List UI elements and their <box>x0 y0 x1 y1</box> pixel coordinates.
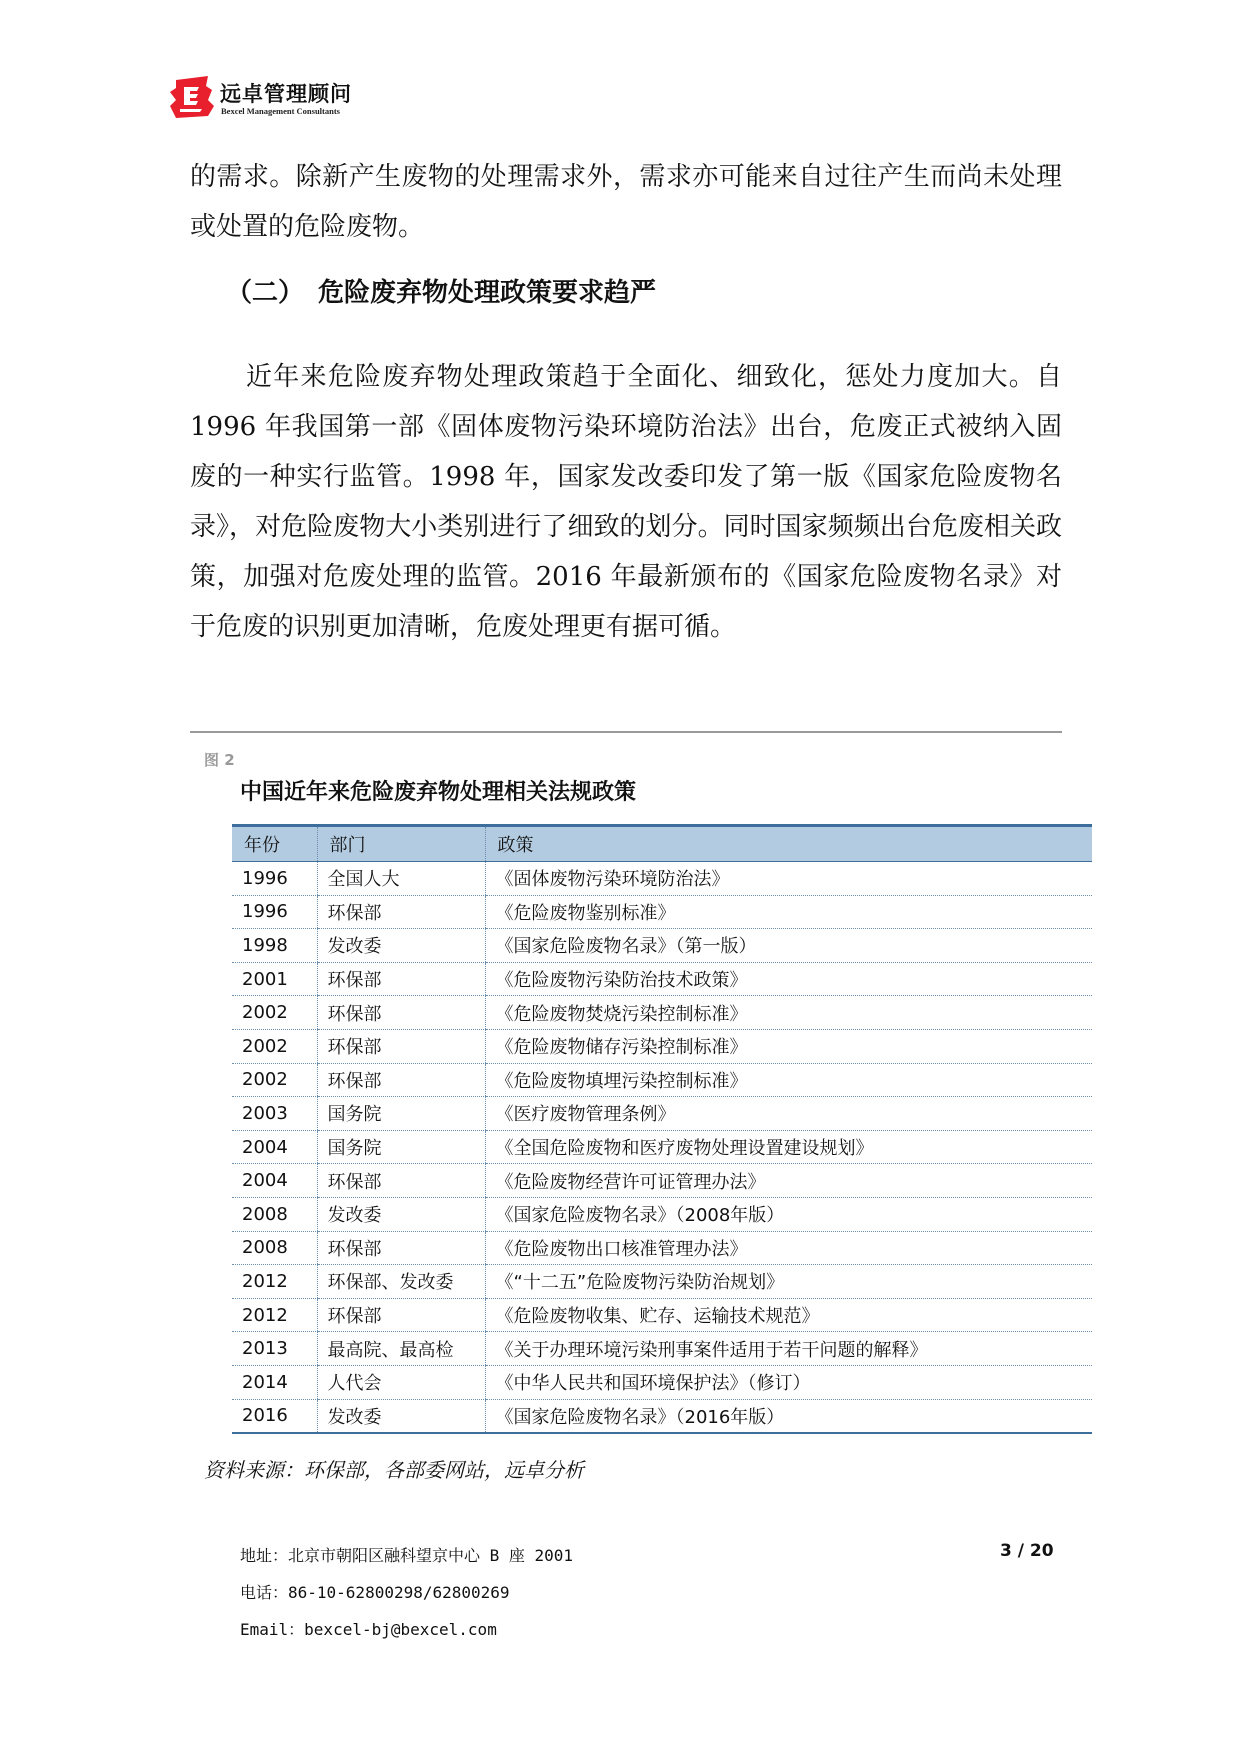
table-row <box>232 1365 1092 1399</box>
table-row <box>232 1197 1092 1231</box>
logo-english-name: Bexcel Management Consultants <box>221 106 340 116</box>
header-year: 年份 <box>232 826 317 862</box>
table-row <box>232 1399 1092 1433</box>
table-row <box>232 895 1092 929</box>
cell-year: 2016 <box>232 1399 317 1433</box>
cell-year: 2002 <box>232 996 317 1030</box>
cell-policy: 《国家危险废物名录》（2008年版） <box>485 1197 1092 1231</box>
cell-year: 2003 <box>232 1097 317 1131</box>
cell-policy: 《危险废物出口核准管理办法》 <box>485 1231 1092 1265</box>
cell-year: 2008 <box>232 1197 317 1231</box>
figure-source: 资料来源：环保部，各部委网站，远卓分析 <box>204 1458 584 1482</box>
cell-department: 环保部、发改委 <box>317 1265 485 1299</box>
cell-policy: 《危险废物焚烧污染控制标准》 <box>485 996 1092 1030</box>
cell-policy: 《危险废物鉴别标准》 <box>485 895 1092 929</box>
company-logo <box>168 76 378 120</box>
cell-year: 2004 <box>232 1164 317 1198</box>
header-policy: 政策 <box>485 826 1092 862</box>
table-row <box>232 1063 1092 1097</box>
cell-year: 2001 <box>232 962 317 996</box>
cell-policy: 《危险废物收集、贮存、运输技术规范》 <box>485 1298 1092 1332</box>
cell-policy: 《“十二五”危险废物污染防治规划》 <box>485 1265 1092 1299</box>
footer-address: 地址：北京市朝阳区融科望京中心 B 座 2001 <box>240 1546 574 1565</box>
figure-label: 图 2 <box>204 751 235 769</box>
cell-policy: 《国家危险废物名录》（2016年版） <box>485 1399 1092 1433</box>
cell-department: 环保部 <box>317 1298 485 1332</box>
cell-department: 最高院、最高检 <box>317 1332 485 1366</box>
cell-policy: 《中华人民共和国环境保护法》（修订） <box>485 1365 1092 1399</box>
cell-policy: 《关于办理环境污染刑事案件适用于若干问题的解释》 <box>485 1332 1092 1366</box>
section-title: 危险废弃物处理政策要求趋严 <box>318 278 657 308</box>
table-row <box>232 1265 1092 1299</box>
table-row <box>232 1231 1092 1265</box>
page-number: 3 / 20 <box>1000 1541 1054 1561</box>
header-department: 部门 <box>317 826 485 862</box>
cell-department: 发改委 <box>317 929 485 963</box>
cell-policy: 《全国危险废物和医疗废物处理设置建设规划》 <box>485 1130 1092 1164</box>
cell-year: 2004 <box>232 1130 317 1164</box>
paragraph-policy: 近年来危险废弃物处理政策趋于全面化、细致化，惩处力度加大。自 1996 年我国第一部《固体废物污染环境防治法》出台，危废正式被纳入固废的一种实行监管。1998 年，国家发改委印发了第一版《国家危险废物名录》，对危险废物大小类别进行了细致的划分。同时国家频频出台危废相关政策，加强对危废处理的监管。2016 年最新颁布的《国家危险废物名录》对于危废的识别更加清晰，危废处理更有据可循。 <box>190 362 1062 642</box>
figure-divider <box>190 731 1062 733</box>
cell-department: 发改委 <box>317 1399 485 1433</box>
cell-year: 2002 <box>232 1063 317 1097</box>
cell-department: 环保部 <box>317 962 485 996</box>
cell-department: 环保部 <box>317 1231 485 1265</box>
cell-policy: 《危险废物经营许可证管理办法》 <box>485 1164 1092 1198</box>
cell-policy: 《固体废物污染环境防治法》 <box>485 862 1092 896</box>
cell-year: 2013 <box>232 1332 317 1366</box>
cell-year: 1996 <box>232 862 317 896</box>
table-row <box>232 1332 1092 1366</box>
cell-department: 环保部 <box>317 1063 485 1097</box>
cell-policy: 《医疗废物管理条例》 <box>485 1097 1092 1131</box>
cell-year: 2012 <box>232 1265 317 1299</box>
table-row <box>232 1130 1092 1164</box>
bexcel-logo-icon <box>168 76 216 118</box>
cell-department: 国务院 <box>317 1097 485 1131</box>
cell-department: 环保部 <box>317 1164 485 1198</box>
figure-title: 中国近年来危险废弃物处理相关法规政策 <box>240 779 637 805</box>
footer-email[interactable]: Email：bexcel-bj@bexcel.com <box>240 1620 497 1639</box>
table-row <box>232 1298 1092 1332</box>
table-row <box>232 996 1092 1030</box>
cell-policy: 《危险废物储存污染控制标准》 <box>485 1029 1092 1063</box>
cell-department: 国务院 <box>317 1130 485 1164</box>
cell-department: 环保部 <box>317 996 485 1030</box>
cell-year: 1996 <box>232 895 317 929</box>
table-row <box>232 1097 1092 1131</box>
table-row <box>232 929 1092 963</box>
cell-department: 人代会 <box>317 1365 485 1399</box>
cell-year: 2002 <box>232 1029 317 1063</box>
cell-department: 环保部 <box>317 1029 485 1063</box>
footer-phone: 电话：86-10-62800298/62800269 <box>240 1583 510 1602</box>
cell-department: 发改委 <box>317 1197 485 1231</box>
cell-year: 1998 <box>232 929 317 963</box>
cell-department: 环保部 <box>317 895 485 929</box>
cell-year: 2008 <box>232 1231 317 1265</box>
table-header-row <box>232 826 1092 862</box>
table-row <box>232 962 1092 996</box>
cell-policy: 《危险废物污染防治技术政策》 <box>485 962 1092 996</box>
cell-year: 2014 <box>232 1365 317 1399</box>
cell-year: 2012 <box>232 1298 317 1332</box>
policy-table <box>232 824 1092 1434</box>
section-number: （二） <box>226 278 305 308</box>
cell-department: 全国人大 <box>317 862 485 896</box>
cell-policy: 《危险废物填埋污染控制标准》 <box>485 1063 1092 1097</box>
paragraph-demand: 的需求。除新产生废物的处理需求外，需求亦可能来自过往产生而尚未处理或处置的危险废物。 <box>190 162 1062 242</box>
table-row <box>232 862 1092 896</box>
table-row <box>232 1029 1092 1063</box>
section-heading <box>226 272 656 309</box>
cell-policy: 《国家危险废物名录》（第一版） <box>485 929 1092 963</box>
table-row <box>232 1164 1092 1198</box>
logo-chinese-name: 远卓管理顾问 <box>220 81 352 106</box>
